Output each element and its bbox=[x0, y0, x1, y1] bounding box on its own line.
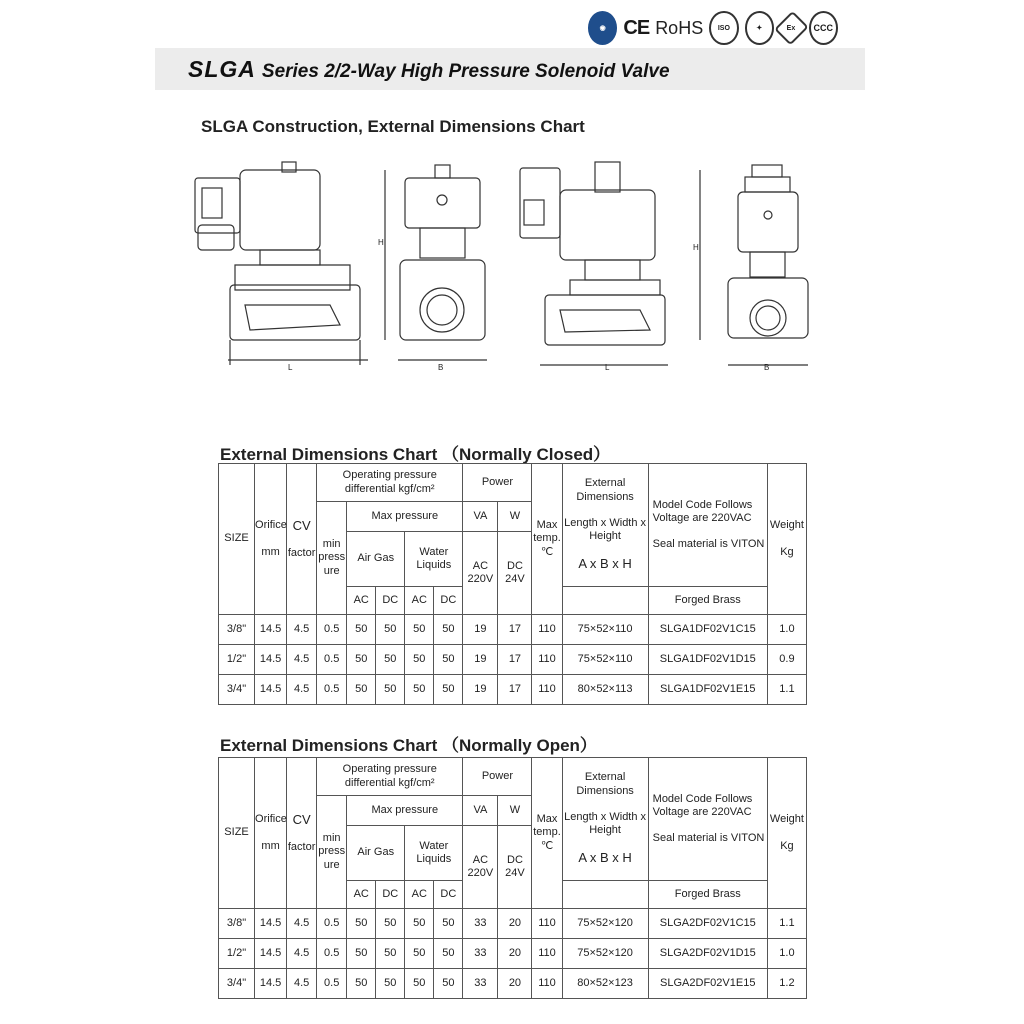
header-model-code: Model Code Follows Voltage are 220VAC Seal material is VITON bbox=[648, 758, 767, 881]
header-orifice: Orifice mm bbox=[255, 758, 287, 909]
cell-model: SLGA1DF02V1C15 bbox=[648, 615, 767, 645]
header-op-pressure: Operating pressure differential kgf/cm² bbox=[317, 758, 463, 796]
header-air-dc: DC bbox=[376, 587, 405, 615]
header-air-dc: DC bbox=[376, 881, 405, 909]
cell-weight: 1.0 bbox=[767, 615, 806, 645]
cell-air-ac: 50 bbox=[347, 645, 376, 675]
header-size: SIZE bbox=[219, 758, 255, 909]
cell-min: 0.5 bbox=[317, 615, 347, 645]
page-title bbox=[188, 56, 670, 83]
header-air-gas: Air Gas bbox=[347, 826, 405, 881]
cell-orifice: 14.5 bbox=[255, 939, 287, 969]
cell-model: SLGA2DF02V1D15 bbox=[648, 939, 767, 969]
header-w: W bbox=[498, 502, 532, 532]
cell-va: 19 bbox=[463, 675, 498, 705]
header-dc-24: DC 24V bbox=[498, 532, 532, 615]
header-air-ac: AC bbox=[347, 587, 376, 615]
cell-cv: 4.5 bbox=[287, 939, 317, 969]
cell-air-ac: 50 bbox=[347, 909, 376, 939]
cell-min: 0.5 bbox=[317, 675, 347, 705]
header-max-temp: Max temp. ℃ bbox=[532, 464, 562, 615]
seal-cert-icon: ✦ bbox=[745, 11, 774, 45]
header-min-pressure: min press ure bbox=[317, 502, 347, 615]
cell-water-ac: 50 bbox=[405, 909, 434, 939]
header-weight: Weight Kg bbox=[767, 464, 806, 615]
valve-drawings bbox=[190, 160, 810, 375]
brand-name: SLGA bbox=[188, 56, 256, 82]
header-min-pressure: min press ure bbox=[317, 796, 347, 909]
iso-cert-icon: ISO bbox=[709, 11, 738, 45]
table-row bbox=[219, 645, 807, 675]
header-water-liquids: Water Liquids bbox=[405, 826, 463, 881]
cell-air-ac: 50 bbox=[347, 615, 376, 645]
cell-min: 0.5 bbox=[317, 645, 347, 675]
cell-cv: 4.5 bbox=[287, 909, 317, 939]
table-row bbox=[219, 939, 807, 969]
header-air-gas: Air Gas bbox=[347, 532, 405, 587]
ccc-icon: CCC bbox=[809, 11, 838, 45]
cell-air-dc: 50 bbox=[376, 675, 405, 705]
cell-temp: 110 bbox=[532, 645, 562, 675]
header-ext-dims: External Dimensions Length x Width x Height A x B x H bbox=[562, 758, 648, 881]
table-title-no: External Dimensions Chart （Normally Open） bbox=[220, 736, 597, 755]
header-max-pressure: Max pressure bbox=[347, 796, 463, 826]
header-max-pressure: Max pressure bbox=[347, 502, 463, 532]
cell-water-dc: 50 bbox=[434, 969, 463, 999]
cell-temp: 110 bbox=[532, 909, 562, 939]
cell-orifice: 14.5 bbox=[255, 615, 287, 645]
cell-va: 19 bbox=[463, 645, 498, 675]
header-va: VA bbox=[463, 502, 498, 532]
header-cv: CV factor bbox=[287, 464, 317, 615]
quality-cert-icon: ◉ bbox=[588, 11, 617, 45]
cell-orifice: 14.5 bbox=[255, 969, 287, 999]
cell-model: SLGA1DF02V1D15 bbox=[648, 645, 767, 675]
cell-cv: 4.5 bbox=[287, 645, 317, 675]
cell-temp: 110 bbox=[532, 939, 562, 969]
header-size: SIZE bbox=[219, 464, 255, 615]
ce-mark-icon: CE bbox=[623, 16, 650, 39]
cell-water-dc: 50 bbox=[434, 939, 463, 969]
cell-weight: 1.1 bbox=[767, 909, 806, 939]
header-air-ac: AC bbox=[347, 881, 376, 909]
header-orifice: Orifice mm bbox=[255, 464, 287, 615]
cell-temp: 110 bbox=[532, 969, 562, 999]
dim-label-l1: L bbox=[288, 363, 293, 372]
cell-water-dc: 50 bbox=[434, 645, 463, 675]
valve-side-view-no bbox=[520, 162, 700, 365]
valve-front-view-no bbox=[728, 165, 808, 365]
header-ac-220: AC 220V bbox=[463, 532, 498, 615]
spec-table-no bbox=[218, 757, 807, 999]
cell-air-ac: 50 bbox=[347, 939, 376, 969]
cell-w: 17 bbox=[498, 675, 532, 705]
cell-air-dc: 50 bbox=[376, 939, 405, 969]
header-va: VA bbox=[463, 796, 498, 826]
cell-water-ac: 50 bbox=[405, 939, 434, 969]
header-water-dc: DC bbox=[434, 587, 463, 615]
cell-air-ac: 50 bbox=[347, 675, 376, 705]
cell-weight: 1.1 bbox=[767, 675, 806, 705]
spec-table-nc bbox=[218, 463, 807, 705]
header-power: Power bbox=[463, 464, 532, 502]
header-ext-dims: External Dimensions Length x Width x Height A x B x H bbox=[562, 464, 648, 587]
cell-weight: 1.0 bbox=[767, 939, 806, 969]
cell-weight: 1.2 bbox=[767, 969, 806, 999]
valve-side-view-nc bbox=[195, 162, 385, 365]
header-water-liquids: Water Liquids bbox=[405, 532, 463, 587]
cell-size: 3/4" bbox=[219, 675, 255, 705]
header-weight: Weight Kg bbox=[767, 758, 806, 909]
table-row bbox=[219, 675, 807, 705]
header-dc-24: DC 24V bbox=[498, 826, 532, 909]
header-ac-220: AC 220V bbox=[463, 826, 498, 909]
cell-size: 1/2" bbox=[219, 939, 255, 969]
cell-w: 17 bbox=[498, 645, 532, 675]
table-row bbox=[219, 615, 807, 645]
table-row bbox=[219, 969, 807, 999]
cell-model: SLGA2DF02V1E15 bbox=[648, 969, 767, 999]
cell-va: 19 bbox=[463, 615, 498, 645]
cell-cv: 4.5 bbox=[287, 969, 317, 999]
cell-w: 20 bbox=[498, 939, 532, 969]
cell-air-dc: 50 bbox=[376, 615, 405, 645]
cell-water-ac: 50 bbox=[405, 969, 434, 999]
cell-w: 17 bbox=[498, 615, 532, 645]
cell-size: 1/2" bbox=[219, 645, 255, 675]
rohs-icon: RoHS bbox=[655, 17, 704, 38]
dim-label-h2: H bbox=[693, 243, 699, 252]
cell-air-dc: 50 bbox=[376, 909, 405, 939]
header-blank bbox=[562, 881, 648, 909]
certification-badges bbox=[588, 10, 838, 46]
cell-min: 0.5 bbox=[317, 939, 347, 969]
header-op-pressure: Operating pressure differential kgf/cm² bbox=[317, 464, 463, 502]
cell-dims: 75×52×120 bbox=[562, 939, 648, 969]
cell-orifice: 14.5 bbox=[255, 645, 287, 675]
cell-size: 3/4" bbox=[219, 969, 255, 999]
cell-air-dc: 50 bbox=[376, 645, 405, 675]
cell-orifice: 14.5 bbox=[255, 675, 287, 705]
cell-w: 20 bbox=[498, 909, 532, 939]
cell-w: 20 bbox=[498, 969, 532, 999]
valve-front-view-nc bbox=[398, 165, 487, 360]
cell-model: SLGA2DF02V1C15 bbox=[648, 909, 767, 939]
header-water-dc: DC bbox=[434, 881, 463, 909]
dim-label-b2: B bbox=[764, 363, 770, 372]
header-forged-brass: Forged Brass bbox=[648, 587, 767, 615]
cell-temp: 110 bbox=[532, 675, 562, 705]
cell-water-dc: 50 bbox=[434, 615, 463, 645]
cell-va: 33 bbox=[463, 909, 498, 939]
cell-cv: 4.5 bbox=[287, 675, 317, 705]
cell-water-dc: 50 bbox=[434, 909, 463, 939]
header-model-code: Model Code Follows Voltage are 220VAC Seal material is VITON bbox=[648, 464, 767, 587]
cell-dims: 75×52×120 bbox=[562, 909, 648, 939]
header-power: Power bbox=[463, 758, 532, 796]
cell-cv: 4.5 bbox=[287, 615, 317, 645]
cell-dims: 75×52×110 bbox=[562, 615, 648, 645]
cell-water-ac: 50 bbox=[405, 615, 434, 645]
header-forged-brass: Forged Brass bbox=[648, 881, 767, 909]
header-blank bbox=[562, 587, 648, 615]
table-title-nc: External Dimensions Chart （Normally Closed） bbox=[220, 445, 611, 464]
cell-size: 3/8" bbox=[219, 909, 255, 939]
header-w: W bbox=[498, 796, 532, 826]
cell-dims: 75×52×110 bbox=[562, 645, 648, 675]
header-max-temp: Max temp. ℃ bbox=[532, 758, 562, 909]
series-title: Series 2/2-Way High Pressure Solenoid Valve bbox=[261, 61, 670, 82]
cell-min: 0.5 bbox=[317, 969, 347, 999]
cell-size: 3/8" bbox=[219, 615, 255, 645]
table-row bbox=[219, 909, 807, 939]
cell-temp: 110 bbox=[532, 615, 562, 645]
cell-va: 33 bbox=[463, 969, 498, 999]
cell-va: 33 bbox=[463, 939, 498, 969]
cell-model: SLGA1DF02V1E15 bbox=[648, 675, 767, 705]
header-cv: CV factor bbox=[287, 758, 317, 909]
dim-label-l2: L bbox=[605, 363, 610, 372]
cell-water-dc: 50 bbox=[434, 675, 463, 705]
cell-orifice: 14.5 bbox=[255, 909, 287, 939]
cell-air-dc: 50 bbox=[376, 969, 405, 999]
ex-nepsi-icon: Ex bbox=[774, 11, 808, 45]
dim-label-h1: H bbox=[378, 238, 384, 247]
cell-dims: 80×52×113 bbox=[562, 675, 648, 705]
dim-label-b1: B bbox=[438, 363, 444, 372]
construction-title: SLGA Construction, External Dimensions Chart bbox=[201, 117, 585, 136]
cell-dims: 80×52×123 bbox=[562, 969, 648, 999]
header-water-ac: AC bbox=[405, 881, 434, 909]
cell-water-ac: 50 bbox=[405, 645, 434, 675]
header-water-ac: AC bbox=[405, 587, 434, 615]
cell-air-ac: 50 bbox=[347, 969, 376, 999]
cell-min: 0.5 bbox=[317, 909, 347, 939]
cell-weight: 0.9 bbox=[767, 645, 806, 675]
cell-water-ac: 50 bbox=[405, 675, 434, 705]
